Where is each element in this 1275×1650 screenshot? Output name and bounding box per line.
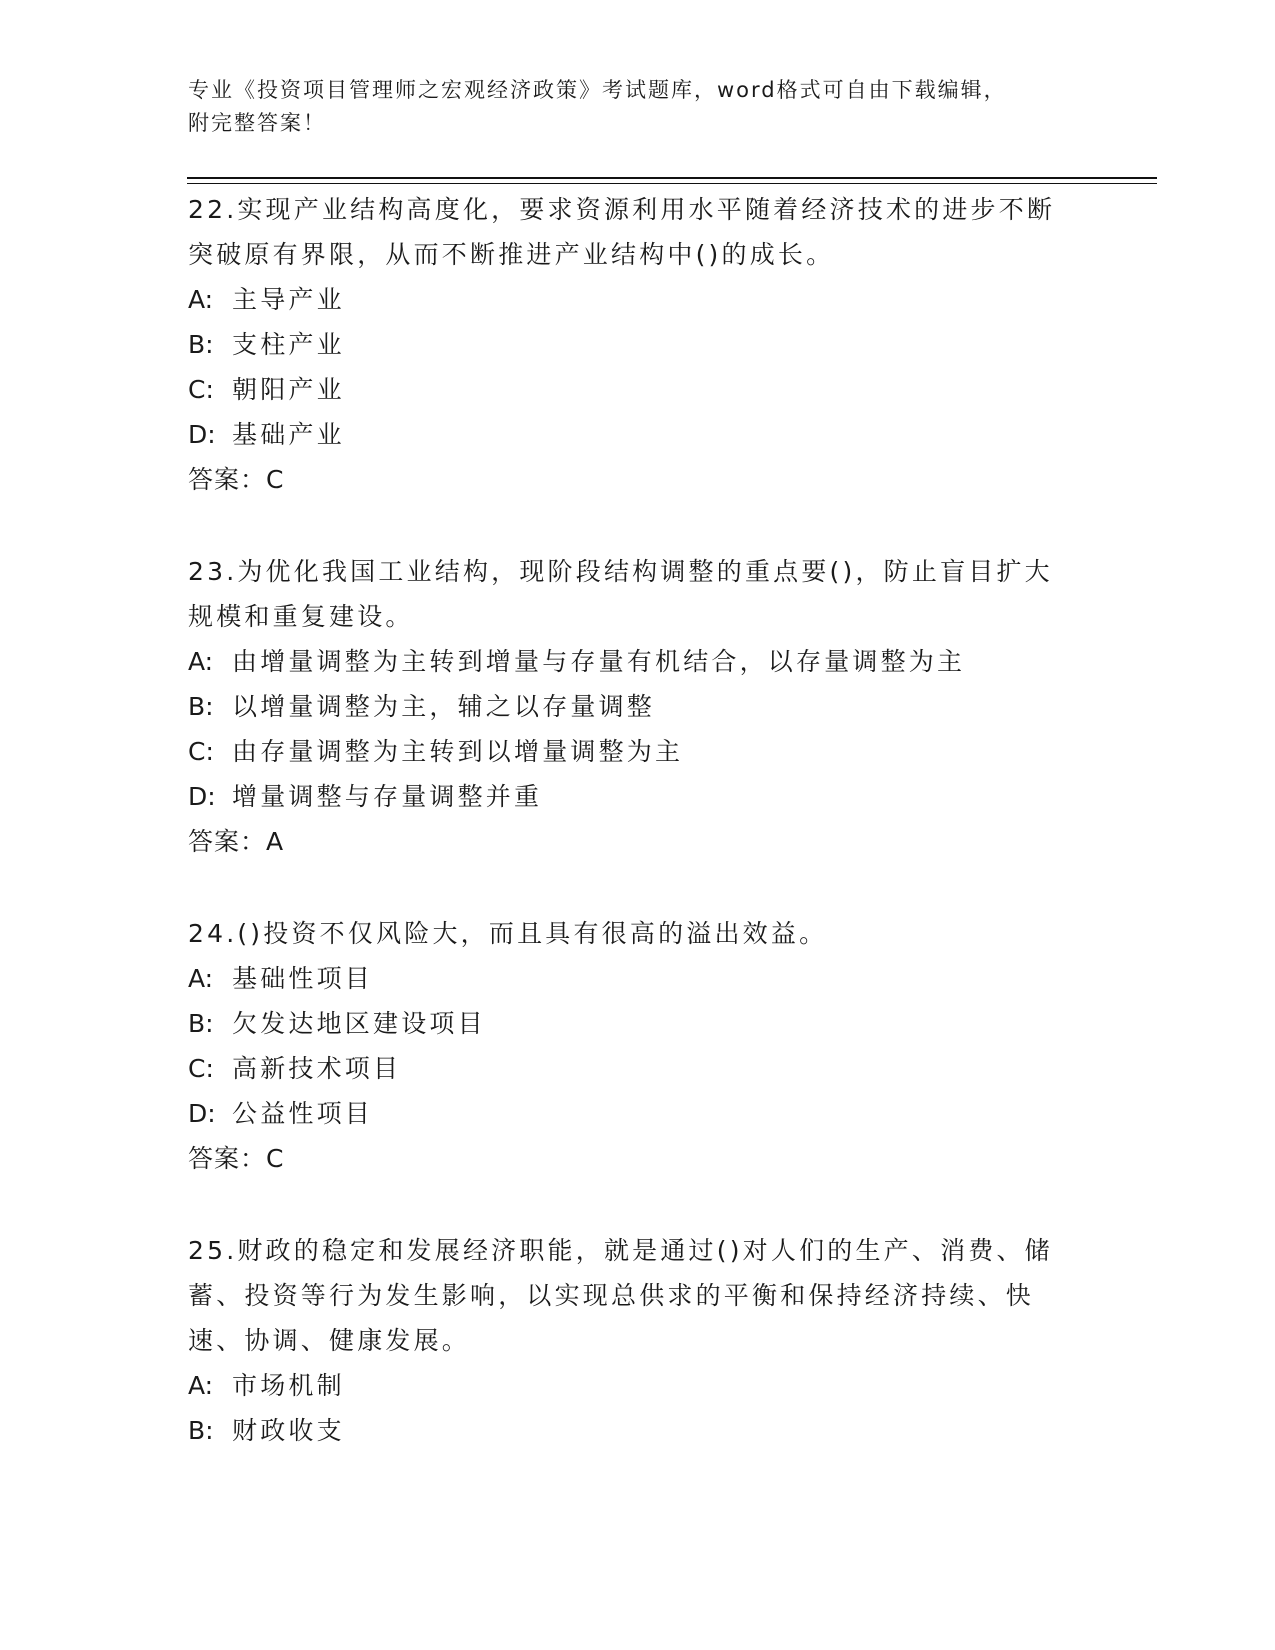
option-c (188, 367, 1088, 412)
option-key: B: (188, 692, 214, 721)
question-spacer (188, 1181, 1088, 1228)
option-key: A: (188, 647, 214, 676)
option-c (188, 1046, 1088, 1091)
question-spacer (188, 502, 1088, 549)
option-key: A: (188, 285, 214, 314)
option-text: 基础产业 (232, 420, 345, 449)
option-d (188, 1091, 1088, 1136)
option-key: C: (188, 737, 214, 766)
option-text: 支柱产业 (232, 330, 345, 359)
question-22 (188, 187, 1088, 502)
option-text: 公益性项目 (232, 1099, 374, 1128)
option-b (188, 1408, 1088, 1453)
option-a (188, 639, 1088, 684)
question-stem-line: 24.()投资不仅风险大，而且具有很高的溢出效益。 (188, 919, 828, 948)
option-key: D: (188, 420, 216, 449)
option-a (188, 1363, 1088, 1408)
option-key: C: (188, 375, 214, 404)
option-key: D: (188, 1099, 216, 1128)
question-stem-line: 规模和重复建设。 (188, 602, 414, 631)
question-stem-line: 速、协调、健康发展。 (188, 1326, 471, 1355)
option-key: B: (188, 1009, 214, 1038)
option-text: 欠发达地区建设项目 (232, 1009, 486, 1038)
option-key: C: (188, 1054, 214, 1083)
option-b (188, 322, 1088, 367)
option-d (188, 412, 1088, 457)
option-text: 高新技术项目 (232, 1054, 402, 1083)
answer-line: 答案：C (188, 465, 285, 494)
option-text: 主导产业 (232, 285, 345, 314)
header-divider-thin (187, 183, 1157, 184)
question-list (188, 187, 1088, 1453)
option-text: 增量调整与存量调整并重 (232, 782, 543, 811)
question-23 (188, 549, 1088, 864)
question-stem-line: 25.财政的稳定和发展经济职能，就是通过()对人们的生产、消费、储 (188, 1236, 1053, 1265)
option-key: A: (188, 964, 214, 993)
option-b (188, 684, 1088, 729)
question-stem-line: 突破原有界限，从而不断推进产业结构中()的成长。 (188, 240, 835, 269)
header-divider-thick (187, 177, 1157, 179)
option-key: B: (188, 330, 214, 359)
option-a (188, 956, 1088, 1001)
option-text: 市场机制 (232, 1371, 345, 1400)
option-d (188, 774, 1088, 819)
option-key: D: (188, 782, 216, 811)
question-24 (188, 911, 1088, 1181)
answer-line: 答案：A (188, 827, 285, 856)
option-a (188, 277, 1088, 322)
question-25 (188, 1228, 1088, 1453)
option-key: A: (188, 1371, 214, 1400)
option-text: 由存量调整为主转到以增量调整为主 (232, 737, 684, 766)
question-stem-line: 蓄、投资等行为发生影响，以实现总供求的平衡和保持经济持续、快 (188, 1281, 1035, 1310)
document-header (188, 74, 1088, 140)
option-text: 由增量调整为主转到增量与存量有机结合，以存量调整为主 (232, 647, 966, 676)
question-stem-line: 23.为优化我国工业结构，现阶段结构调整的重点要()，防止盲目扩大 (188, 557, 1053, 586)
header-line-2: 附完整答案！ (188, 111, 326, 135)
question-spacer (188, 864, 1088, 911)
option-b (188, 1001, 1088, 1046)
answer-line: 答案：C (188, 1144, 285, 1173)
option-key: B: (188, 1416, 214, 1445)
option-text: 基础性项目 (232, 964, 374, 993)
option-text: 朝阳产业 (232, 375, 345, 404)
header-line-1: 专业《投资项目管理师之宏观经济政策》考试题库，word格式可自由下载编辑， (188, 78, 1007, 102)
question-stem-line: 22.实现产业结构高度化，要求资源利用水平随着经济技术的进步不断 (188, 195, 1056, 224)
option-text: 财政收支 (232, 1416, 345, 1445)
option-c (188, 729, 1088, 774)
option-text: 以增量调整为主，辅之以存量调整 (232, 692, 656, 721)
